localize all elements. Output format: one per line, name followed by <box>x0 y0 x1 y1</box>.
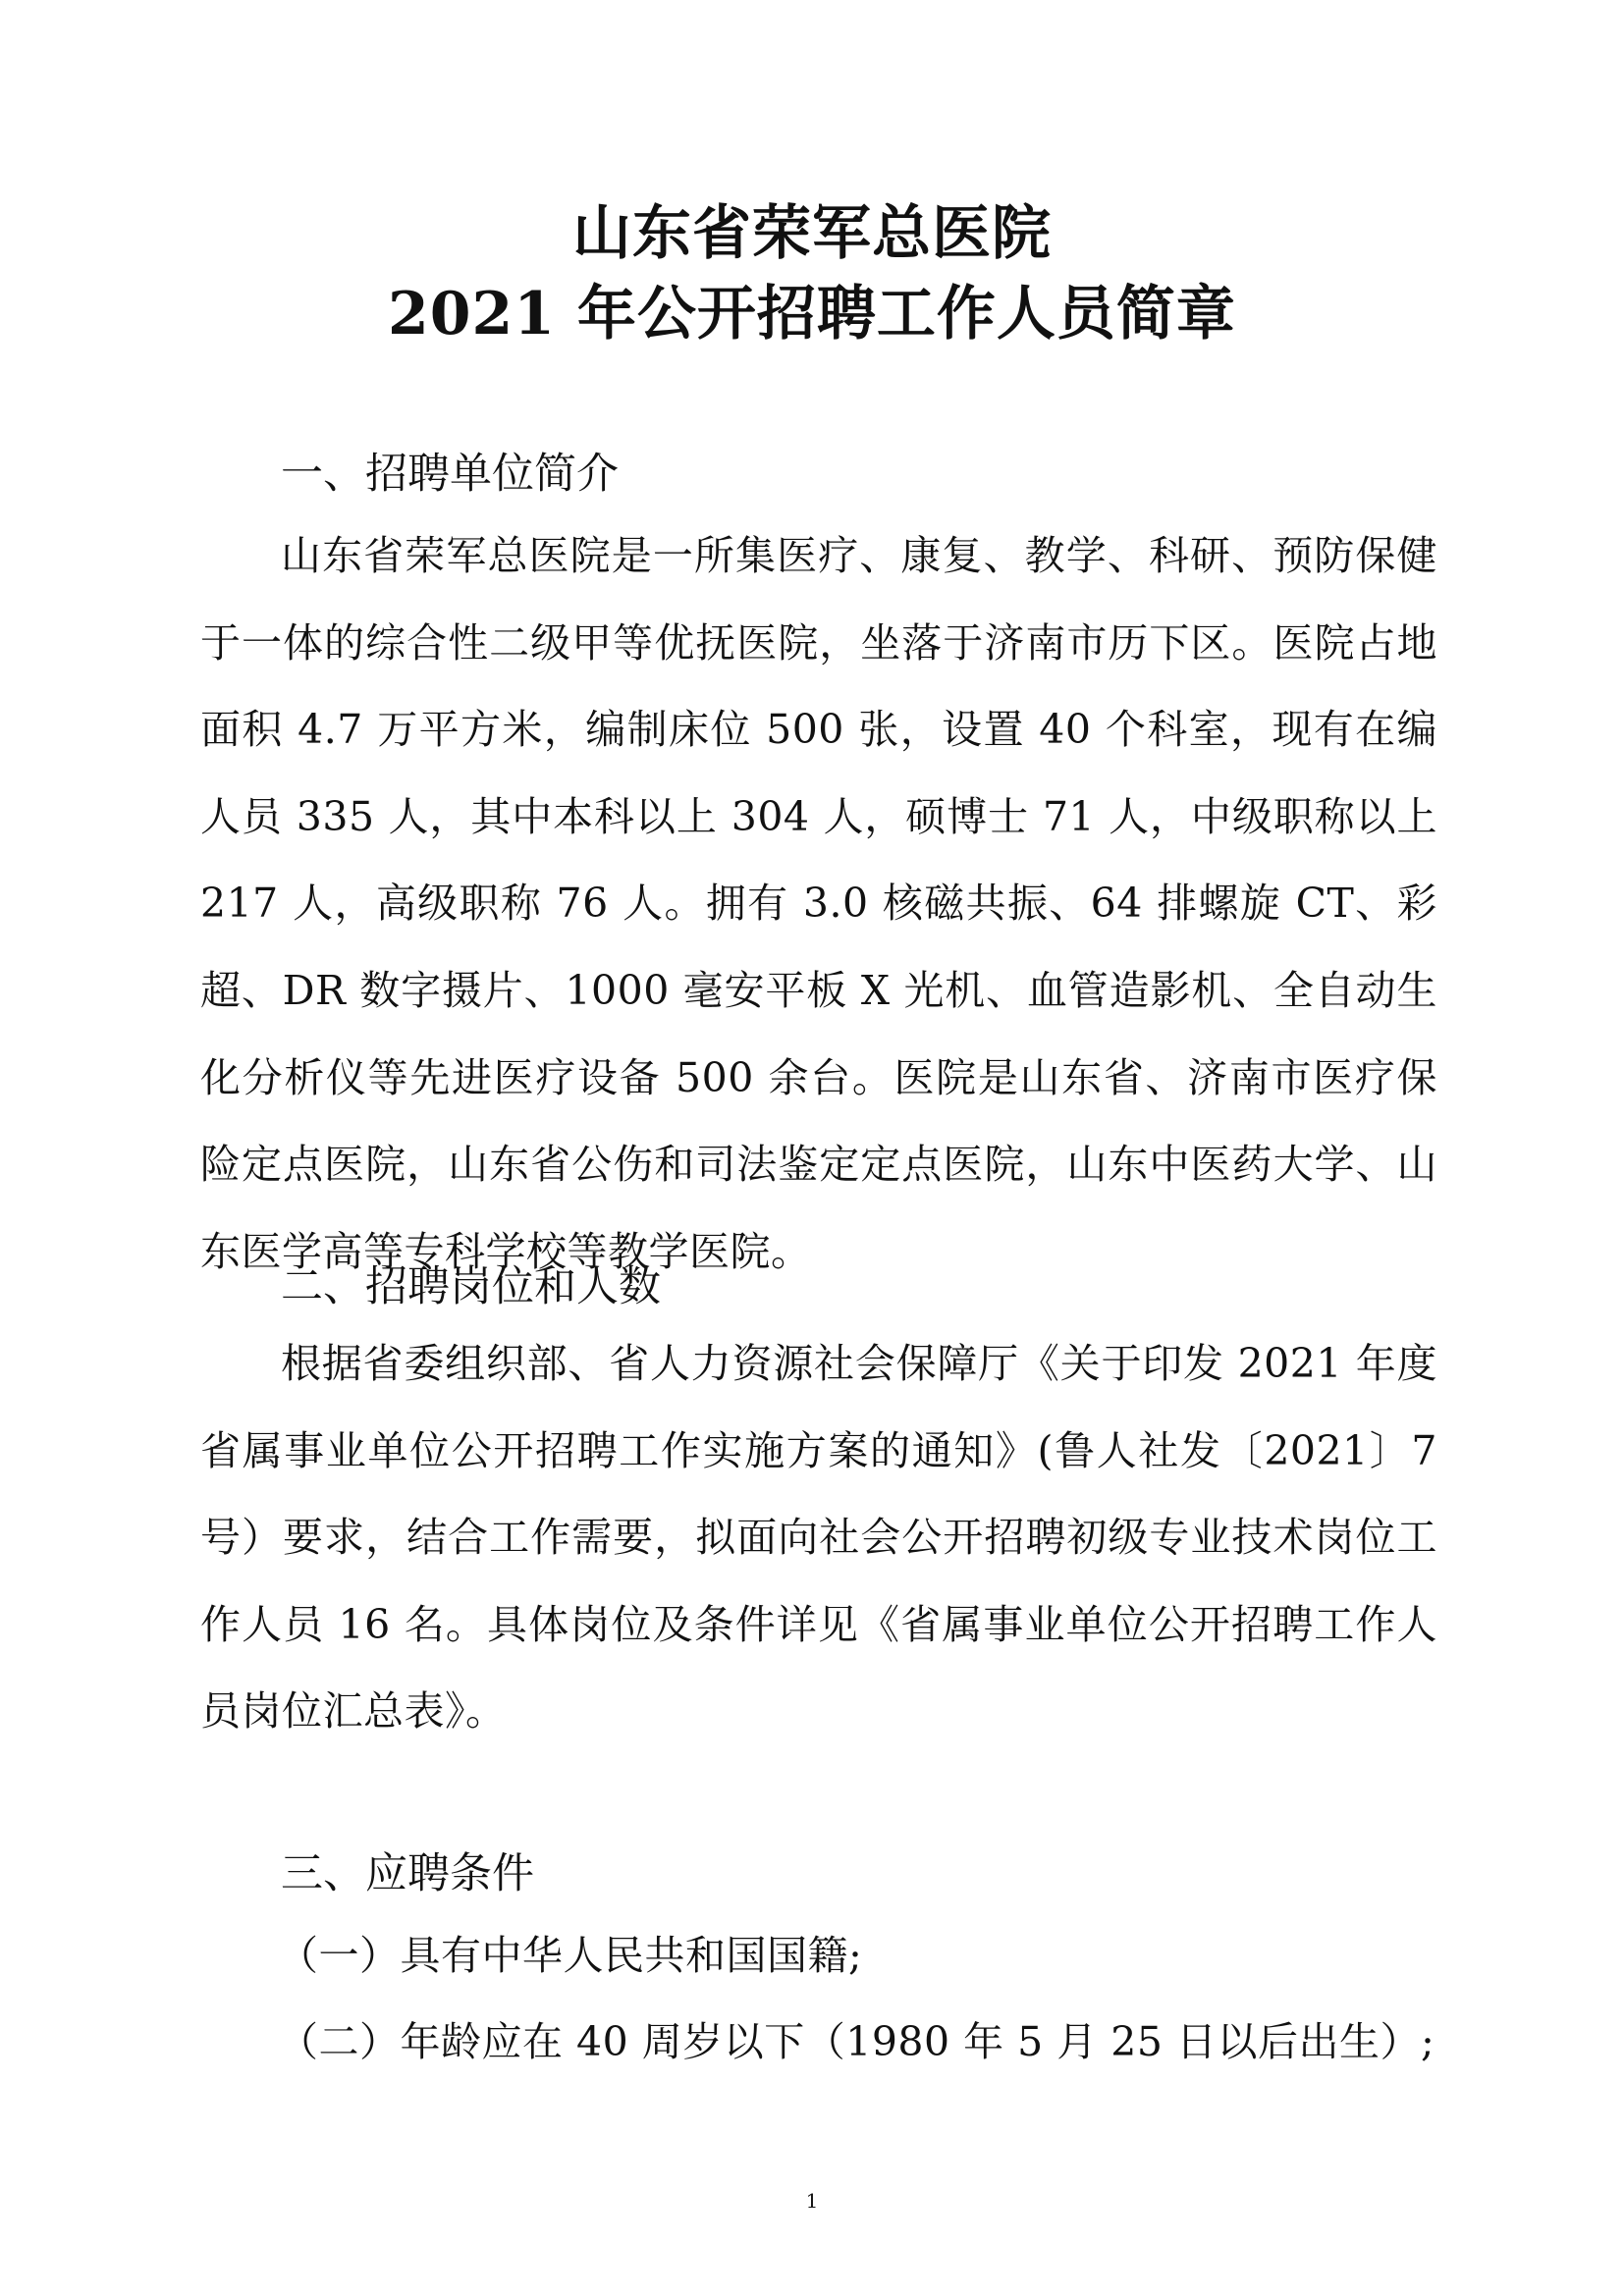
section-heading-conditions: 三、应聘条件 <box>281 1849 534 1898</box>
section-paragraph-positions: 根据省委组织部、省人力资源社会保障厅《关于印发 2021 年度省属事业单位公开招聘工作实施方案的通知》(鲁人社发〔2021〕7 号）要求，结合工作需要，拟面向社会公开招聘初级专业技术岗位工作人员 16 名。具体岗位及条件详见《省属事业单位公开招聘工作人员岗位汇总表》。 <box>200 1340 1437 1735</box>
section-heading-intro: 一、招聘单位简介 <box>281 450 619 499</box>
section-heading-positions: 二、招聘岗位和人数 <box>281 1262 661 1311</box>
document-title-line1: 山东省荣军总医院 <box>572 199 1052 268</box>
section-paragraph-intro: 山东省荣军总医院是一所集医疗、康复、教学、科研、预防保健于一体的综合性二级甲等优抚医院，坐落于济南市历下区。医院占地面积 4.7 万平方米，编制床位 500 张，设置 40 个科室，现有在编人员 335 人，其中本科以上 304 人，硕博士 71 人，中级职称以上 217 人，高级职称 76 人。拥有 3.0 核磁共振、64 排螺旋 CT、彩超、DR 数字摄片、1000 毫安平板 X 光机、血管造影机、全自动生化分析仪等先进医疗设备 500 余台。医院是山东省、济南市医疗保险定点医院，山东省公伤和司法鉴定定点医院，山东中医药大学、山东医学高等专科学校等教学医院。 <box>200 532 1437 1275</box>
condition-item-age: （二）年龄应在 40 周岁以下（1980 年 5 月 25 日以后出生）; <box>278 2018 1435 2065</box>
condition-item-nationality: （一）具有中华人民共和国国籍; <box>278 1932 863 1979</box>
document-title-line2: 2021 年公开招聘工作人员简章 <box>388 280 1236 348</box>
page-number: 1 <box>805 2189 819 2213</box>
